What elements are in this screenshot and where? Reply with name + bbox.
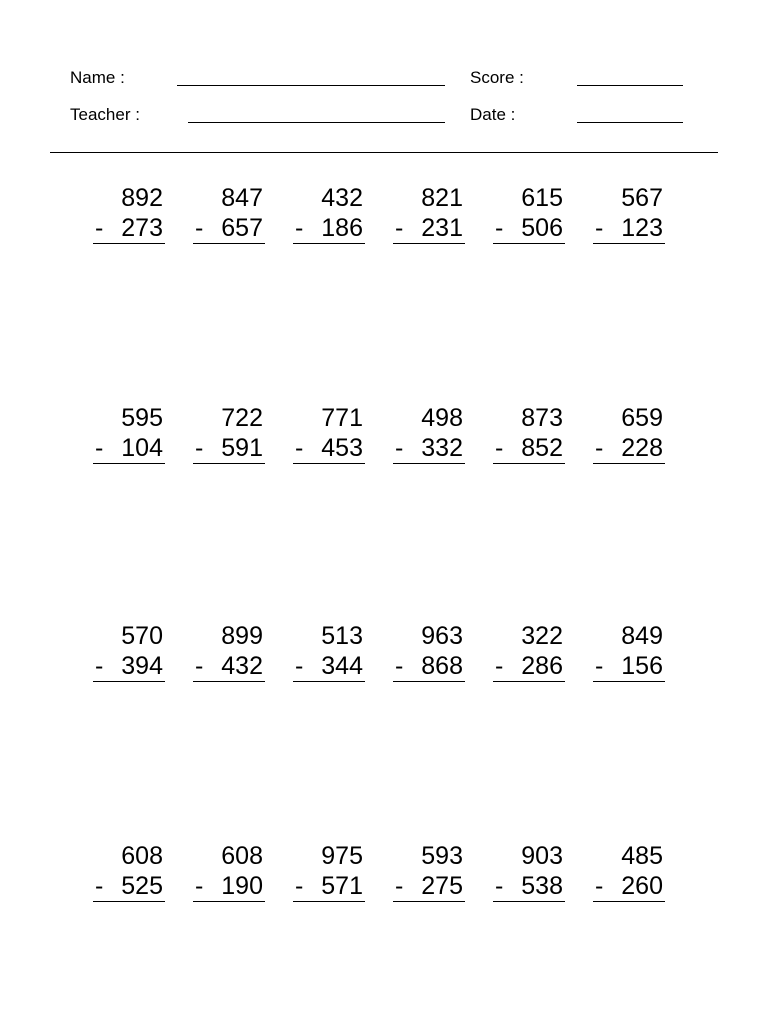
subtrahend: 260 [621, 872, 663, 900]
subtraction-problem [93, 841, 165, 902]
subtrahend-row [93, 213, 165, 244]
subtraction-problem [193, 403, 265, 464]
minus-sign: - [95, 652, 104, 680]
subtrahend: 868 [421, 652, 463, 680]
teacher-line[interactable] [188, 122, 445, 123]
minus-sign: - [395, 652, 404, 680]
subtrahend-row [293, 433, 365, 464]
minuend: 570 [121, 622, 163, 650]
subtrahend: 156 [621, 652, 663, 680]
minus-sign: - [595, 872, 604, 900]
teacher-label: Teacher : [70, 105, 140, 124]
minuend: 963 [421, 622, 463, 650]
subtraction-problem [193, 621, 265, 682]
subtrahend-row [593, 871, 665, 902]
minus-sign: - [295, 434, 304, 462]
date-label: Date : [470, 105, 516, 124]
subtraction-problem [293, 841, 365, 902]
minuend: 847 [221, 184, 263, 212]
subtrahend: 657 [221, 214, 263, 242]
subtrahend-row [593, 213, 665, 244]
subtrahend-row [93, 871, 165, 902]
subtrahend-row [293, 213, 365, 244]
minus-sign: - [495, 434, 504, 462]
subtraction-problem [593, 183, 665, 244]
subtrahend: 275 [421, 872, 463, 900]
subtrahend-row [193, 651, 265, 682]
subtraction-problem [593, 621, 665, 682]
minuend: 722 [221, 404, 263, 432]
minus-sign: - [295, 214, 304, 242]
minus-sign: - [395, 434, 404, 462]
subtrahend: 231 [421, 214, 463, 242]
subtrahend: 852 [521, 434, 563, 462]
minuend: 975 [321, 842, 363, 870]
subtrahend-row [393, 651, 465, 682]
minus-sign: - [595, 652, 604, 680]
subtrahend-row [93, 651, 165, 682]
minuend: 821 [421, 184, 463, 212]
minus-sign: - [595, 434, 604, 462]
subtrahend: 344 [321, 652, 363, 680]
subtraction-problem [593, 403, 665, 464]
minus-sign: - [195, 652, 204, 680]
minuend: 593 [421, 842, 463, 870]
subtrahend: 432 [221, 652, 263, 680]
minus-sign: - [495, 214, 504, 242]
subtrahend: 525 [121, 872, 163, 900]
minuend: 485 [621, 842, 663, 870]
subtrahend-row [193, 433, 265, 464]
subtrahend-row [393, 433, 465, 464]
minuend: 849 [621, 622, 663, 650]
subtraction-problem [493, 403, 565, 464]
subtraction-problem [93, 183, 165, 244]
minus-sign: - [195, 872, 204, 900]
subtrahend-row [293, 871, 365, 902]
subtraction-problem [393, 183, 465, 244]
minus-sign: - [395, 872, 404, 900]
subtraction-problem [393, 841, 465, 902]
minuend: 498 [421, 404, 463, 432]
minuend: 659 [621, 404, 663, 432]
subtrahend-row [293, 651, 365, 682]
minuend: 567 [621, 184, 663, 212]
minus-sign: - [195, 214, 204, 242]
subtrahend: 123 [621, 214, 663, 242]
minus-sign: - [395, 214, 404, 242]
subtrahend-row [493, 871, 565, 902]
subtrahend: 571 [321, 872, 363, 900]
minus-sign: - [95, 214, 104, 242]
subtrahend-row [493, 433, 565, 464]
subtrahend-row [593, 651, 665, 682]
date-line[interactable] [577, 122, 683, 123]
minuend: 608 [221, 842, 263, 870]
subtrahend: 332 [421, 434, 463, 462]
subtrahend: 538 [521, 872, 563, 900]
minuend: 595 [121, 404, 163, 432]
minuend: 322 [521, 622, 563, 650]
subtraction-problem [393, 621, 465, 682]
minuend: 608 [121, 842, 163, 870]
name-line[interactable] [177, 85, 445, 86]
minuend: 513 [321, 622, 363, 650]
minuend: 432 [321, 184, 363, 212]
minuend: 892 [121, 184, 163, 212]
minuend: 615 [521, 184, 563, 212]
minus-sign: - [295, 872, 304, 900]
subtrahend: 228 [621, 434, 663, 462]
subtraction-problem [493, 841, 565, 902]
subtrahend-row [593, 433, 665, 464]
minuend: 873 [521, 404, 563, 432]
subtrahend: 186 [321, 214, 363, 242]
subtraction-problem [293, 183, 365, 244]
subtrahend-row [193, 871, 265, 902]
subtrahend-row [393, 213, 465, 244]
subtraction-problem [593, 841, 665, 902]
subtraction-problem [393, 403, 465, 464]
subtraction-problem [93, 621, 165, 682]
minuend: 771 [321, 404, 363, 432]
subtrahend-row [193, 213, 265, 244]
minuend: 903 [521, 842, 563, 870]
subtraction-problem [493, 183, 565, 244]
minus-sign: - [195, 434, 204, 462]
subtrahend: 190 [221, 872, 263, 900]
subtrahend-row [393, 871, 465, 902]
subtraction-problem [293, 621, 365, 682]
subtraction-problem [93, 403, 165, 464]
subtraction-problem [293, 403, 365, 464]
header-divider [50, 152, 718, 153]
subtrahend: 104 [121, 434, 163, 462]
subtrahend: 286 [521, 652, 563, 680]
subtraction-problem [193, 183, 265, 244]
minuend: 899 [221, 622, 263, 650]
subtraction-problem [193, 841, 265, 902]
minus-sign: - [495, 652, 504, 680]
subtrahend-row [493, 213, 565, 244]
subtraction-problem [493, 621, 565, 682]
subtrahend: 591 [221, 434, 263, 462]
minus-sign: - [495, 872, 504, 900]
minus-sign: - [95, 872, 104, 900]
subtrahend: 453 [321, 434, 363, 462]
minus-sign: - [595, 214, 604, 242]
name-label: Name : [70, 68, 125, 87]
subtrahend: 394 [121, 652, 163, 680]
score-label: Score : [470, 68, 524, 87]
score-line[interactable] [577, 85, 683, 86]
subtrahend: 506 [521, 214, 563, 242]
minus-sign: - [95, 434, 104, 462]
subtrahend-row [493, 651, 565, 682]
subtrahend-row [93, 433, 165, 464]
subtrahend: 273 [121, 214, 163, 242]
minus-sign: - [295, 652, 304, 680]
